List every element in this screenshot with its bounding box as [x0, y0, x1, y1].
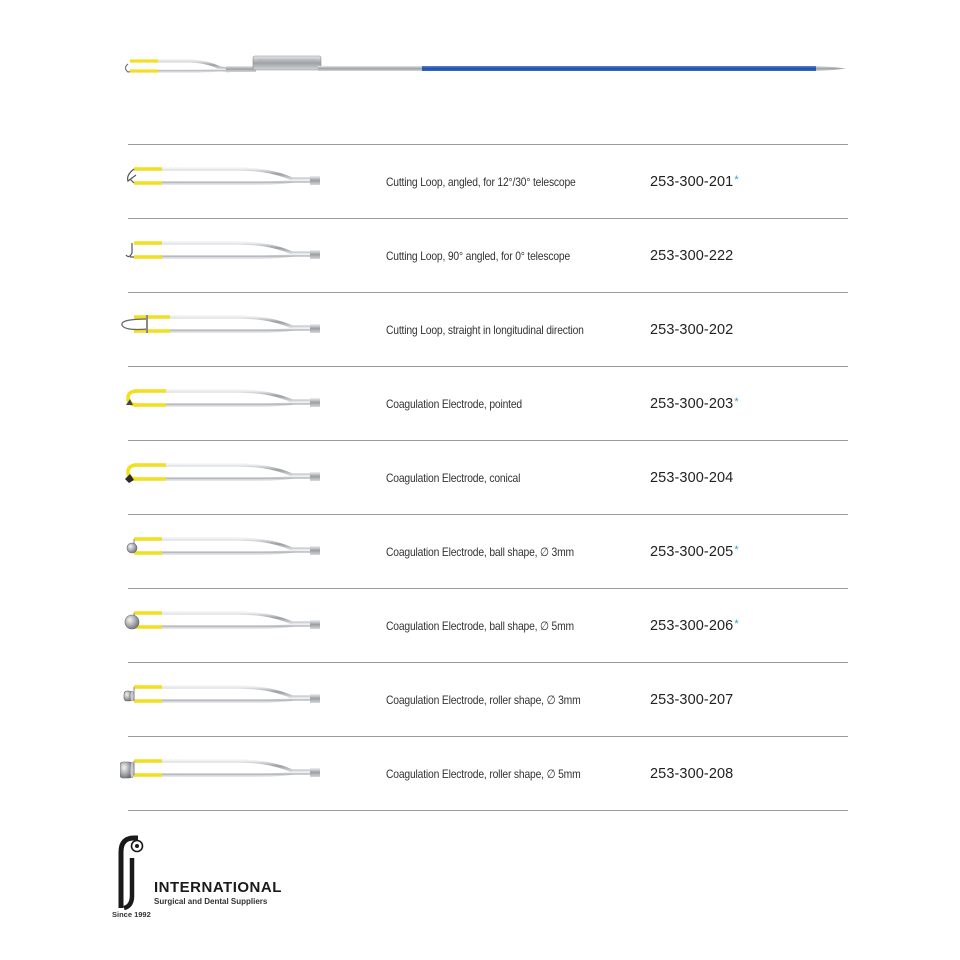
- product-row: [128, 514, 848, 588]
- roller-large-electrode-icon: [120, 751, 326, 795]
- product-code-text: 253-300-205: [650, 543, 734, 560]
- product-description: Coagulation Electrode, pointed: [386, 396, 522, 411]
- product-description: Coagulation Electrode, ball shape, ∅ 5mm: [386, 618, 574, 633]
- ball-small-electrode-icon: [120, 529, 326, 573]
- product-row: [128, 292, 848, 366]
- product-catalog: [128, 144, 848, 811]
- product-row: [128, 366, 848, 440]
- product-description: Coagulation Electrode, roller shape, ∅ 5mm: [386, 766, 581, 781]
- availability-marker: *: [734, 173, 739, 186]
- company-logo: [112, 832, 292, 922]
- product-row: [128, 736, 848, 811]
- company-since: Since 1992: [112, 910, 151, 919]
- loop-90-electrode-icon: [120, 233, 326, 277]
- product-code: [650, 367, 739, 440]
- product-row: [128, 144, 848, 218]
- product-code: [650, 219, 734, 292]
- product-code-text: 253-300-204: [650, 469, 734, 486]
- roller-small-electrode-icon: [120, 677, 326, 721]
- company-tagline: Surgical and Dental Suppliers: [154, 897, 268, 906]
- product-row: [128, 588, 848, 662]
- product-code-text: 253-300-206: [650, 617, 734, 634]
- product-code-text: 253-300-207: [650, 691, 734, 708]
- company-name: INTERNATIONAL: [154, 879, 282, 896]
- product-description: Coagulation Electrode, ball shape, ∅ 3mm: [386, 544, 574, 559]
- pointed-electrode-icon: [120, 381, 326, 425]
- product-row: [128, 218, 848, 292]
- availability-marker: *: [734, 395, 739, 408]
- product-code-text: 253-300-203: [650, 395, 734, 412]
- product-description: Coagulation Electrode, roller shape, ∅ 3mm: [386, 692, 581, 707]
- product-description: Cutting Loop, straight in longitudinal direction: [386, 322, 584, 337]
- fj-monogram-icon: [112, 832, 152, 910]
- product-description: Coagulation Electrode, conical: [386, 470, 521, 485]
- product-code-text: 253-300-202: [650, 321, 734, 338]
- product-code: [650, 737, 734, 810]
- product-code: [650, 663, 734, 736]
- conical-electrode-icon: [120, 455, 326, 499]
- product-description: Cutting Loop, 90° angled, for 0° telescope: [386, 248, 571, 263]
- resectoscope-electrode-icon: [118, 44, 858, 96]
- product-code: [650, 293, 734, 366]
- product-code: [650, 441, 734, 514]
- product-description: Cutting Loop, angled, for 12°/30° telescope: [386, 174, 576, 189]
- product-code-text: 253-300-222: [650, 247, 734, 264]
- availability-marker: *: [734, 617, 739, 630]
- product-row: [128, 440, 848, 514]
- loop-angled-electrode-icon: [120, 159, 326, 203]
- product-code-text: 253-300-208: [650, 765, 734, 782]
- product-code: [650, 515, 739, 588]
- availability-marker: *: [734, 543, 739, 556]
- product-code: [650, 145, 739, 218]
- product-row: [128, 662, 848, 736]
- loop-straight-electrode-icon: [120, 307, 326, 351]
- product-code: [650, 589, 739, 662]
- ball-large-electrode-icon: [120, 603, 326, 647]
- product-code-text: 253-300-201: [650, 173, 734, 190]
